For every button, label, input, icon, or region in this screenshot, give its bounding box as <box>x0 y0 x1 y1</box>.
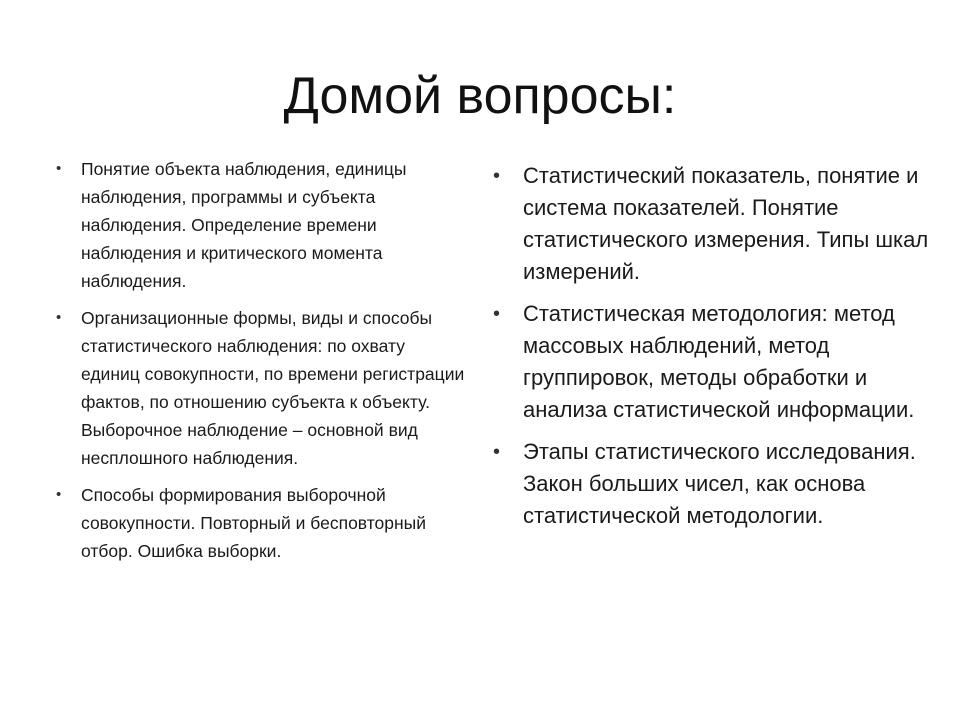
list-item-text: Способы формирования выборочной совокупности. Повторный и бесповторный отбор. Ошибка выборки. <box>81 485 427 561</box>
list-item-text: Понятие объекта наблюдения, единицы наблюдения, программы и субъекта наблюдения. Определение времени наблюдения и критического момента наблюдения. <box>81 159 407 291</box>
bullet-icon: • <box>493 303 501 325</box>
list-item-text: Статистическая методология: метод массовых наблюдений, метод группировок, методы обработки и анализа статистической информации. <box>523 301 915 422</box>
list-item <box>493 436 933 532</box>
list-item <box>56 481 466 565</box>
list-item <box>493 298 933 426</box>
list-item <box>493 160 933 288</box>
list-item-text: Этапы статистического исследования. Закон больших чисел, как основа статистической методологии. <box>523 439 916 528</box>
right-bullet-list <box>493 160 933 542</box>
left-bullet-list <box>56 155 466 574</box>
slide-title: Домой вопросы: <box>283 67 677 125</box>
list-item-text: Организационные формы, виды и способы статистического наблюдения: по охвату единиц совокупности, по времени регистрации фактов, по отношению субъекта к объекту. Выборочное наблюдение – основной вид несплошного наблюдения. <box>81 308 465 468</box>
list-item-text: Статистический показатель, понятие и система показателей. Понятие статистического измерения. Типы шкал измерений. <box>523 163 929 284</box>
list-item <box>56 304 466 472</box>
bullet-icon: • <box>56 160 62 177</box>
bullet-icon: • <box>493 165 501 187</box>
bullet-icon: • <box>56 486 62 503</box>
bullet-icon: • <box>493 441 501 463</box>
list-item <box>56 155 466 295</box>
bullet-icon: • <box>56 309 62 326</box>
